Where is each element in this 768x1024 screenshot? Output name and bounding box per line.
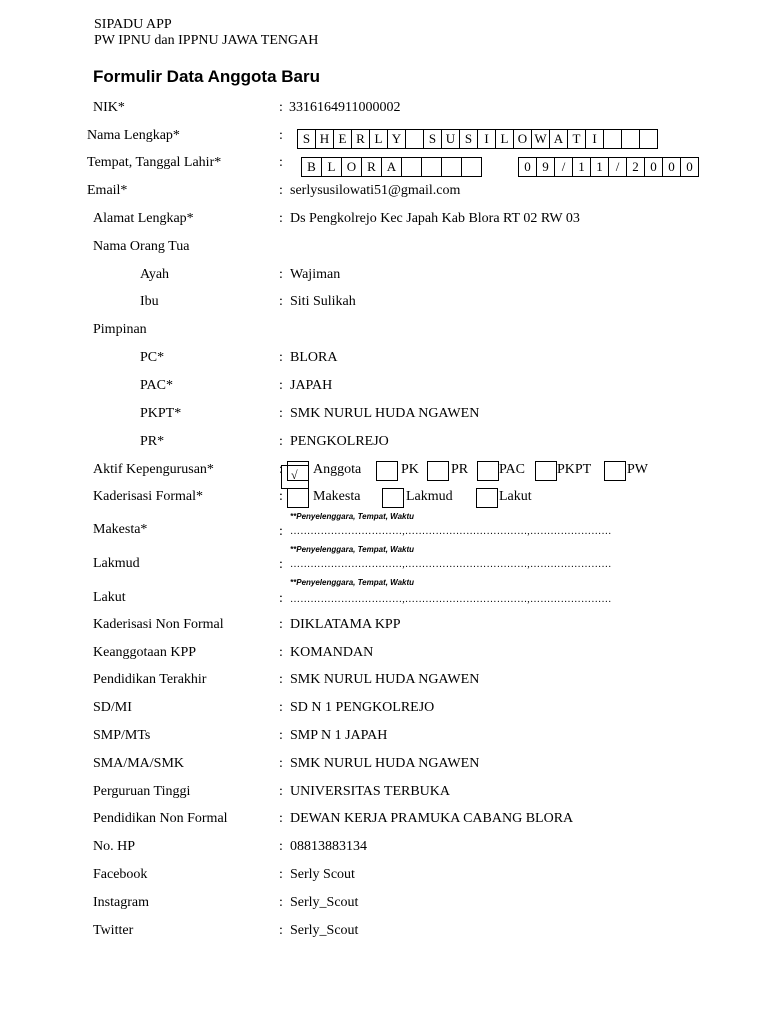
checkbox-pkpt[interactable] (535, 461, 557, 481)
colon: : (279, 294, 283, 309)
pr-label: PR* (140, 434, 165, 449)
checkbox-makesta[interactable] (287, 488, 309, 508)
tanggal-char-cell: 0 (644, 157, 663, 177)
tempat-char-cell (401, 157, 422, 177)
sd-label: SD/MI (93, 700, 132, 715)
colon: : (279, 756, 283, 771)
pr-value: PENGKOLREJO (290, 434, 389, 449)
pnf-label: Pendidikan Non Formal (93, 811, 228, 826)
email-value: serlysusilowati51@gmail.com (290, 183, 461, 198)
twitter-value: Serly_Scout (290, 923, 359, 938)
tanggal-char-cell: 0 (518, 157, 537, 177)
nama-char-cell: I (477, 129, 496, 149)
pt-value: UNIVERSITAS TERBUKA (290, 784, 451, 799)
nama-char-cell: S (297, 129, 316, 149)
nama-char-cell (621, 129, 640, 149)
ayah-label: Ayah (140, 267, 170, 282)
colon: : (279, 378, 283, 393)
option-anggota: Anggota (313, 462, 362, 477)
facebook-label: Facebook (93, 867, 148, 882)
checkbox-pac[interactable] (477, 461, 499, 481)
nama-char-cell: U (441, 129, 460, 149)
tempat-char-boxes (301, 157, 481, 177)
tanggal-char-cell: 2 (626, 157, 645, 177)
nama-char-cell: E (333, 129, 352, 149)
ayah-value: Wajiman (290, 267, 341, 282)
tanggal-char-cell: 9 (536, 157, 555, 177)
tempat-char-cell (461, 157, 482, 177)
colon: : (279, 895, 283, 910)
nama-char-cell: L (369, 129, 388, 149)
instagram-value: Serly_Scout (290, 895, 359, 910)
aktif-label: Aktif Kepengurusan* (93, 462, 214, 477)
lakut-label: Lakut (93, 590, 126, 605)
form-title: Formulir Data Anggota Baru (93, 67, 320, 86)
checkbox-lakmud[interactable] (382, 488, 404, 508)
organization-name: PW IPNU dan IPPNU JAWA TENGAH (94, 33, 319, 48)
kaderisasi-formal-label: Kaderisasi Formal* (93, 489, 204, 504)
pc-value: BLORA (290, 350, 338, 365)
ttl-label: Tempat, Tanggal Lahir* (87, 155, 222, 170)
checkbox-pk[interactable] (376, 461, 398, 481)
sma-label: SMA/MA/SMK (93, 756, 185, 771)
colon: : (279, 645, 283, 660)
colon: : (279, 524, 283, 539)
tempat-char-cell (441, 157, 462, 177)
colon: : (279, 728, 283, 743)
pimpinan-label: Pimpinan (93, 322, 147, 337)
nik-value: 3316164911000002 (289, 100, 401, 115)
colon: : (279, 350, 283, 365)
colon: : (279, 211, 283, 226)
checkbox-pr[interactable] (427, 461, 449, 481)
makesta-label: Makesta* (93, 522, 148, 537)
makesta-dotted-line: ……………………………,………………………………,…………………… (290, 526, 612, 537)
lakmud-note: **Penyelenggara, Tempat, Waktu (290, 545, 415, 554)
colon: : (279, 128, 283, 143)
nama-char-cell: A (549, 129, 568, 149)
ibu-label: Ibu (140, 294, 159, 309)
kpp-value: KOMANDAN (290, 645, 374, 660)
colon: : (279, 406, 283, 421)
colon: : (279, 183, 283, 198)
colon: : (279, 867, 283, 882)
tempat-char-cell (421, 157, 442, 177)
pkpt-label: PKPT* (140, 406, 182, 421)
makesta-note: **Penyelenggara, Tempat, Waktu (290, 512, 415, 521)
nik-label: NIK* (93, 100, 125, 115)
nama-label: Nama Lengkap* (87, 128, 180, 143)
smp-label: SMP/MTs (93, 728, 151, 743)
colon: : (279, 617, 283, 632)
tempat-char-cell: L (321, 157, 342, 177)
tanggal-char-cell: / (608, 157, 627, 177)
alamat-label: Alamat Lengkap* (93, 211, 194, 226)
colon: : (279, 462, 283, 477)
nama-char-cell: L (495, 129, 514, 149)
twitter-label: Twitter (93, 923, 134, 938)
nama-char-cell (639, 129, 658, 149)
check-mark-icon: √ (291, 468, 298, 482)
colon: : (279, 591, 283, 606)
nama-char-cell: I (585, 129, 604, 149)
email-label: Email* (87, 183, 128, 198)
nama-char-cell: H (315, 129, 334, 149)
lakmud-dotted-line: ……………………………,………………………………,…………………… (290, 559, 612, 570)
pnf-value: DEWAN KERJA PRAMUKA CABANG BLORA (290, 811, 574, 826)
tanggal-char-cell: 0 (662, 157, 681, 177)
nama-char-cell (603, 129, 622, 149)
facebook-value: Serly Scout (290, 867, 355, 882)
option-pk: PK (401, 462, 419, 477)
tempat-char-cell: R (361, 157, 382, 177)
tanggal-char-cell: 0 (680, 157, 699, 177)
colon: : (279, 672, 283, 687)
tanggal-char-cell: 1 (572, 157, 591, 177)
colon: : (279, 839, 283, 854)
colon: : (279, 155, 283, 170)
tanggal-char-cell: / (554, 157, 573, 177)
tanggal-char-cell: 1 (590, 157, 609, 177)
lakmud-label: Lakmud (93, 556, 140, 571)
tempat-char-cell: A (381, 157, 402, 177)
app-name: SIPADU APP (94, 17, 172, 32)
hp-value: 08813883134 (290, 839, 367, 854)
nama-char-cell: O (513, 129, 532, 149)
checkbox-lakut[interactable] (476, 488, 498, 508)
nonformal-label: Kaderisasi Non Formal (93, 617, 224, 632)
nama-char-cell: S (459, 129, 478, 149)
pkpt-value: SMK NURUL HUDA NGAWEN (290, 406, 480, 421)
nama-char-cell: Y (387, 129, 406, 149)
orang-tua-label: Nama Orang Tua (93, 239, 190, 254)
nama-char-boxes (297, 129, 657, 149)
pac-label: PAC* (140, 378, 173, 393)
colon: : (279, 100, 283, 115)
tempat-char-cell: B (301, 157, 322, 177)
nama-char-cell: T (567, 129, 586, 149)
colon: : (279, 700, 283, 715)
ibu-value: Siti Sulikah (290, 294, 356, 309)
option-pac: PAC (499, 462, 525, 477)
pc-label: PC* (140, 350, 165, 365)
option-pr: PR (451, 462, 469, 477)
nama-char-cell: S (423, 129, 442, 149)
option-lakmud: Lakmud (406, 489, 453, 504)
option-pw: PW (627, 462, 648, 477)
smp-value: SMP N 1 JAPAH (290, 728, 388, 743)
instagram-label: Instagram (93, 895, 149, 910)
nama-char-cell: R (351, 129, 370, 149)
tempat-char-cell: O (341, 157, 362, 177)
alamat-value: Ds Pengkolrejo Kec Japah Kab Blora RT 02 RW 03 (290, 211, 580, 226)
pendidikan-label: Pendidikan Terakhir (93, 672, 207, 687)
pt-label: Perguruan Tinggi (93, 784, 191, 799)
colon: : (279, 923, 283, 938)
option-makesta: Makesta (313, 489, 361, 504)
nama-char-cell (405, 129, 424, 149)
option-pkpt: PKPT (557, 462, 592, 477)
colon: : (279, 434, 283, 449)
colon: : (279, 784, 283, 799)
colon: : (279, 489, 283, 504)
tanggal-char-boxes (518, 157, 698, 177)
kpp-label: Keanggotaan KPP (93, 645, 197, 660)
pendidikan-value: SMK NURUL HUDA NGAWEN (290, 672, 480, 687)
colon: : (279, 267, 283, 282)
lakut-note: **Penyelenggara, Tempat, Waktu (290, 578, 415, 587)
colon: : (279, 811, 283, 826)
nama-char-cell: W (531, 129, 550, 149)
colon: : (279, 557, 283, 572)
nonformal-value: DIKLATAMA KPP (290, 617, 401, 632)
sd-value: SD N 1 PENGKOLREJO (290, 700, 435, 715)
checkbox-pw[interactable] (604, 461, 626, 481)
sma-value: SMK NURUL HUDA NGAWEN (290, 756, 480, 771)
pac-value: JAPAH (290, 378, 333, 393)
lakut-dotted-line: ……………………………,………………………………,…………………… (290, 594, 612, 605)
hp-label: No. HP (93, 839, 136, 854)
option-lakut: Lakut (499, 489, 532, 504)
